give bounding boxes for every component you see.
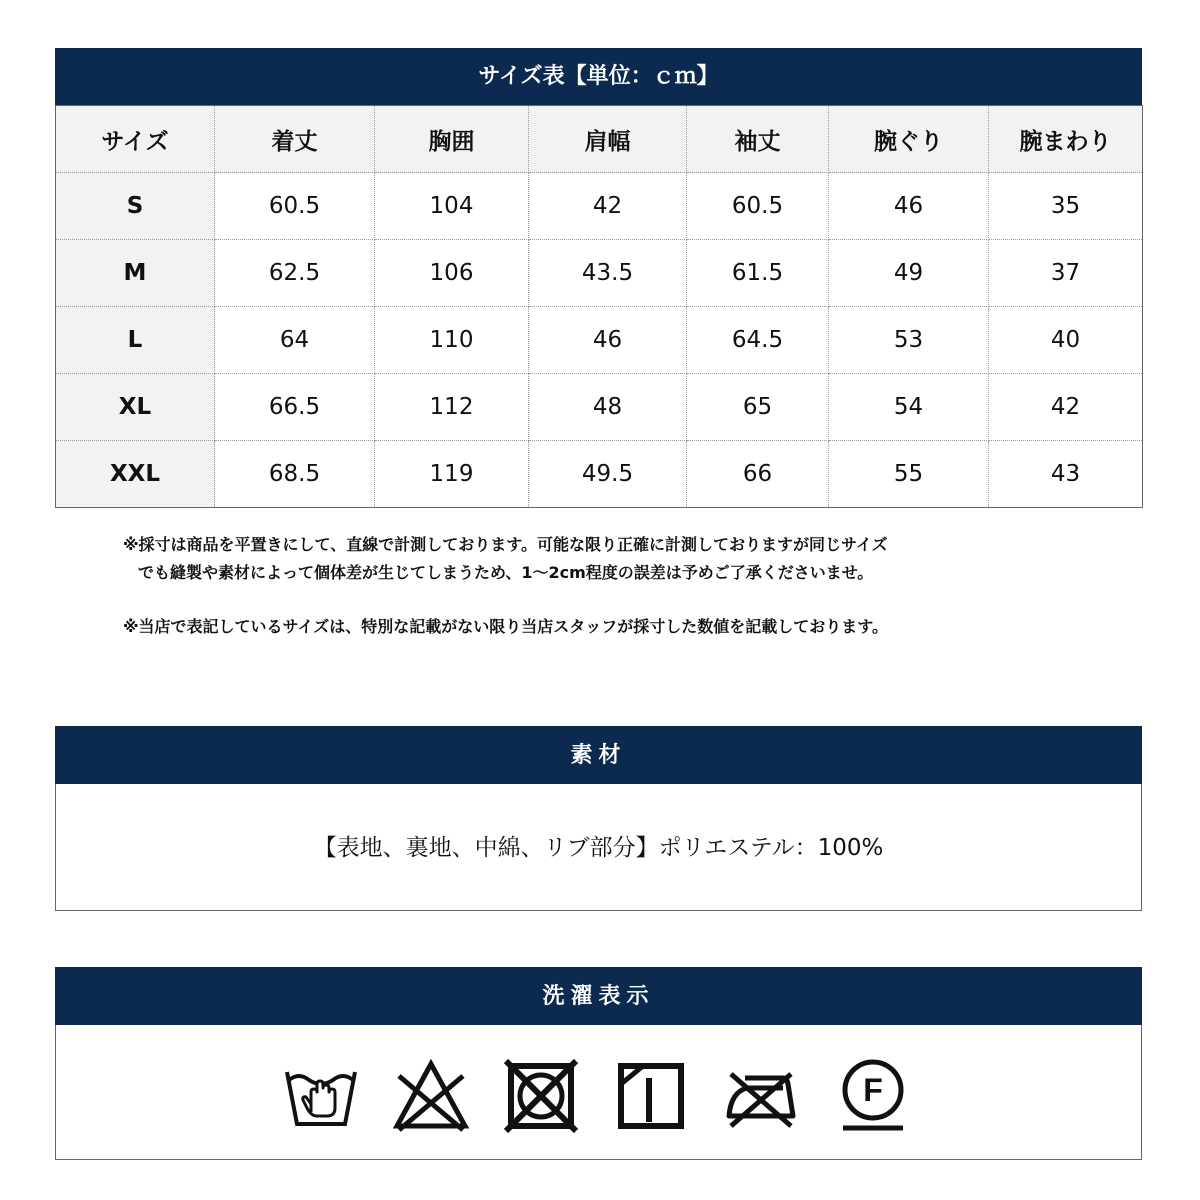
table-cell: 64	[215, 307, 375, 374]
column-header: サイズ	[56, 106, 215, 173]
size-table-header-row	[56, 106, 1143, 173]
hand-wash-icon	[283, 1058, 359, 1134]
table-cell: 46	[529, 307, 687, 374]
table-cell: 49	[829, 240, 989, 307]
column-header: 着丈	[215, 106, 375, 173]
table-cell: 64.5	[687, 307, 829, 374]
table-cell: 60.5	[687, 173, 829, 240]
column-header: 胸囲	[375, 106, 529, 173]
table-cell: 61.5	[687, 240, 829, 307]
no-tumble-dry-icon	[503, 1058, 579, 1134]
size-label: S	[56, 173, 215, 240]
column-header: 肩幅	[529, 106, 687, 173]
table-cell: 106	[375, 240, 529, 307]
table-cell: 119	[375, 441, 529, 508]
washing-panel	[55, 1025, 1142, 1160]
table-cell: 112	[375, 374, 529, 441]
table-cell: 42	[529, 173, 687, 240]
washing-title: 洗濯表示	[55, 967, 1142, 1026]
table-row	[56, 441, 1143, 508]
table-cell: 37	[989, 240, 1143, 307]
table-cell: 43.5	[529, 240, 687, 307]
size-label: XL	[56, 374, 215, 441]
table-row	[56, 374, 1143, 441]
line-dry-icon	[613, 1058, 689, 1134]
measurement-note: ※採寸は商品を平置きにして、直線で計測しております。可能な限り正確に計測しておりますが同じサイズ	[123, 535, 888, 554]
size-notation-note: ※当店で表記しているサイズは、特別な記載がない限り当店スタッフが採寸した数値を記載しております。	[123, 617, 888, 636]
material-panel	[55, 784, 1142, 911]
table-cell: 110	[375, 307, 529, 374]
measurement-note-continued: でも縫製や素材によって個体差が生じてしまうため、1～2cm程度の誤差は予めご了承くださいませ。	[138, 563, 874, 582]
table-cell: 66	[687, 441, 829, 508]
table-cell: 40	[989, 307, 1143, 374]
size-table	[55, 105, 1143, 508]
table-cell: 49.5	[529, 441, 687, 508]
material-composition: 【表地、裏地、中綿、リブ部分】ポリエステル：100%	[313, 835, 884, 861]
table-cell: 42	[989, 374, 1143, 441]
table-cell: 54	[829, 374, 989, 441]
table-cell: 53	[829, 307, 989, 374]
no-bleach-icon	[393, 1058, 469, 1134]
table-cell: 60.5	[215, 173, 375, 240]
table-cell: 65	[687, 374, 829, 441]
table-cell: 43	[989, 441, 1143, 508]
table-cell: 68.5	[215, 441, 375, 508]
size-label: L	[56, 307, 215, 374]
column-header: 袖丈	[687, 106, 829, 173]
column-header: 腕ぐり	[829, 106, 989, 173]
table-cell: 55	[829, 441, 989, 508]
table-cell: 104	[375, 173, 529, 240]
size-table-title: サイズ表【単位：ｃｍ】	[55, 48, 1142, 106]
table-row	[56, 307, 1143, 374]
column-header: 腕まわり	[989, 106, 1143, 173]
dry-clean-f-icon	[835, 1058, 911, 1134]
material-title: 素材	[55, 726, 1142, 785]
size-label: XXL	[56, 441, 215, 508]
table-row	[56, 240, 1143, 307]
size-label: M	[56, 240, 215, 307]
table-cell: 46	[829, 173, 989, 240]
table-cell: 48	[529, 374, 687, 441]
dry-clean-letter: F	[863, 1072, 883, 1108]
no-iron-icon	[723, 1058, 799, 1134]
table-cell: 35	[989, 173, 1143, 240]
table-cell: 66.5	[215, 374, 375, 441]
table-row	[56, 173, 1143, 240]
table-cell: 62.5	[215, 240, 375, 307]
